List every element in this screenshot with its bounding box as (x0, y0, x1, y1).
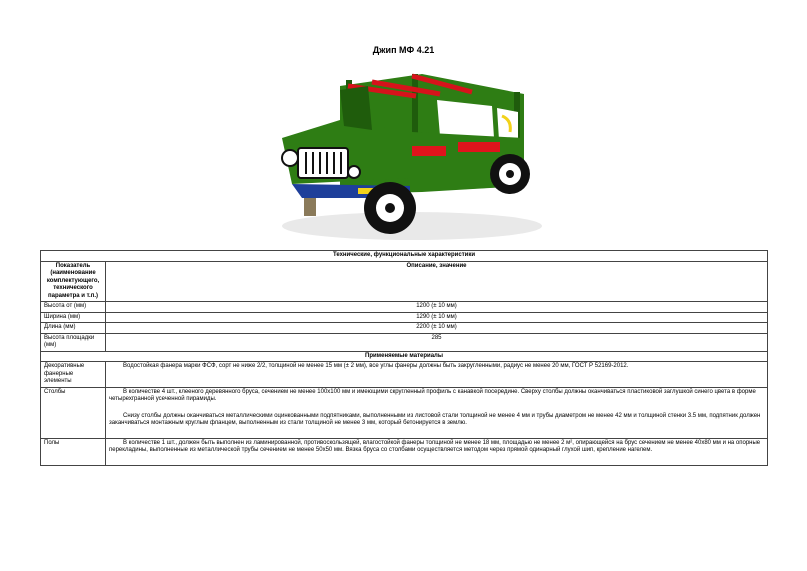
section-row-tech (41, 251, 768, 262)
table-row (41, 333, 768, 351)
spec-value: 285 (106, 333, 768, 351)
material-label: Декоративные фанерные элементы (41, 362, 106, 388)
spec-label: Высота от (мм) (41, 302, 106, 313)
spec-value: 1200 (± 10 мм) (106, 302, 768, 313)
material-description (106, 362, 768, 388)
header-param: Показатель (наименование комплектующего, технического параметра и т.п.) (41, 261, 106, 302)
material-label: Столбы (41, 387, 106, 438)
material-paragraph: В количестве 4 шт., клееного деревянного бруса, сечением не менее 100х100 мм и имеющими скругленный профиль с канавкой посередине. Сверху столбы должны оканчиваться пластиковой заглушкой синего цвета в форме четырехгранной усеченной пирамиды. (109, 388, 756, 402)
table-row (41, 438, 768, 465)
material-label: Полы (41, 438, 106, 465)
table-row (41, 302, 768, 313)
material-paragraph: Снизу столбы должны оканчиваться металлическими оцинкованными подпятниками, выполненными из листовой стали толщиной не менее 4 мм и трубы диаметром не менее 42 мм и толщиной стенки 3.5 мм, подпятник должен заканчиваться монтажным круглым фланцем, выполненным из стали толщиной не менее 3 мм, который бетонируется в землю. (109, 412, 761, 426)
document-title: Джип МФ 4.21 (372, 45, 435, 55)
section-title-materials: Применяемые материалы (41, 351, 768, 362)
table-row (41, 387, 768, 438)
header-value: Описание, значение (106, 261, 768, 302)
spec-label: Высота площадки (мм) (41, 333, 106, 351)
jeep-playground-illustration (262, 66, 552, 251)
spec-table (40, 250, 768, 466)
spec-label: Ширина (мм) (41, 312, 106, 323)
table-header-row (41, 261, 768, 302)
table-row (41, 362, 768, 388)
spec-label: Длина (мм) (41, 323, 106, 334)
table-row (41, 312, 768, 323)
spec-value: 1290 (± 10 мм) (106, 312, 768, 323)
material-description (106, 438, 768, 465)
material-description (106, 387, 768, 438)
material-paragraph: В количестве 1 шт., должен быть выполнен из ламинированной, противоскользящей, влагостойкой фанеры толщиной не менее 18 мм, площадью не менее 2 м², опирающейся на брус сечением не менее 40х80 мм и на опорные перекладины, выполненные из металлической трубы сечением не менее 50х50 мм. Вязка бруса со столбами осуществляется методом через прямой одинарный глухой шип, крепление нагелем. (109, 439, 761, 453)
material-paragraph: Водостойкая фанера марки ФСФ, сорт не ниже 2/2, толщиной не менее 15 мм (± 2 мм), все углы фанеры должны быть закругленными, радиус не менее 20 мм, ГОСТ Р 52169-2012. (123, 363, 629, 369)
section-row-materials (41, 351, 768, 362)
table-row (41, 323, 768, 334)
section-title-tech: Технические, функциональные характеристики (41, 251, 768, 262)
spec-value: 2200 (± 10 мм) (106, 323, 768, 334)
